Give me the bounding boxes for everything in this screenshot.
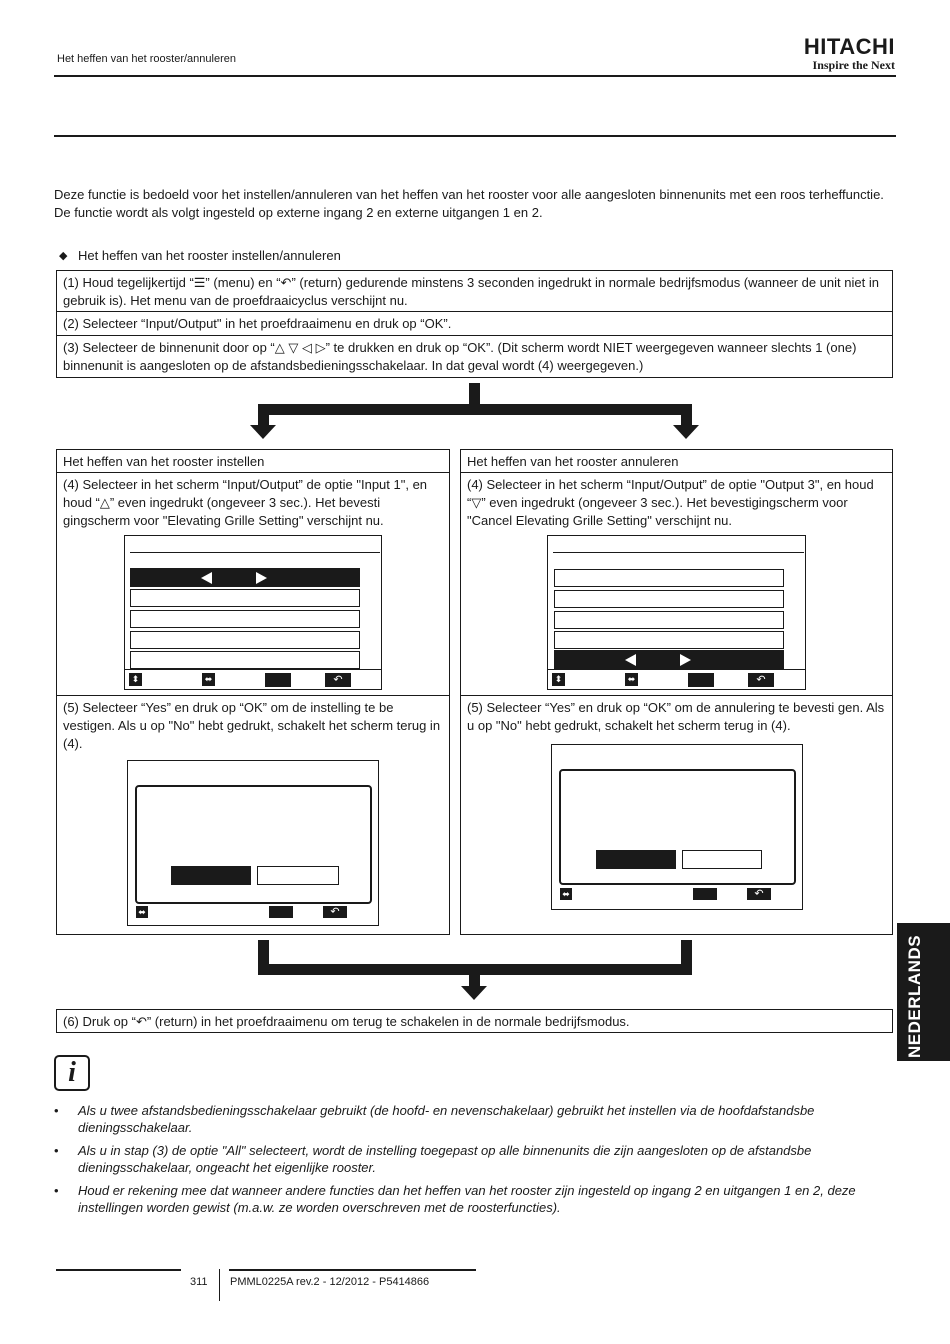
io-row[interactable] bbox=[554, 569, 784, 587]
right-arrow-icon bbox=[256, 572, 267, 584]
io-row[interactable] bbox=[130, 589, 360, 607]
io-row[interactable] bbox=[130, 631, 360, 649]
ok-button[interactable] bbox=[693, 888, 717, 900]
ok-button[interactable] bbox=[688, 673, 714, 687]
header-rule bbox=[54, 75, 896, 77]
io-row[interactable] bbox=[554, 590, 784, 608]
ok-button[interactable] bbox=[265, 673, 291, 687]
no-button[interactable] bbox=[257, 866, 339, 885]
page-number: 311 bbox=[190, 1276, 208, 1288]
return-icon[interactable]: ↶ bbox=[325, 673, 351, 687]
intro-paragraph: Deze functie is bedoeld voor het instellen/annuleren van het heffen van het rooster voor alle aangesloten binnenunits met een roos terheffunctie. De functie wordt als volgt ingesteld op externe ingang 2 en externe uitgangen 1 en 2. bbox=[54, 187, 884, 220]
return-icon[interactable]: ↶ bbox=[747, 888, 771, 900]
left-arrow-icon bbox=[625, 654, 636, 666]
leftright-icon: ⬌ bbox=[625, 673, 638, 686]
step-3-box bbox=[56, 335, 893, 378]
ok-button[interactable] bbox=[269, 906, 293, 918]
return-icon[interactable]: ↶ bbox=[323, 906, 347, 918]
note-text: Als u in stap (3) de optie "All" selecteert, wordt de instelling toegepast op alle binnenunits die zijn aangesloten op de afstandsbe dieningsschakelaar, ongeacht het eigenlijke rooster. bbox=[78, 1143, 812, 1175]
step-3-text: (3) Selecteer de binnenunit door op “△ ▽ ◁ ▷” te drukken en druk op “OK”. (Dit scherm wordt NIET weergegeven wanneer slechts 1 (one) binnenunit is aangesloten op de afstandsbedieningsschakelaar. In dat geval wordt (4) weergegeven.) bbox=[63, 340, 857, 373]
return-icon[interactable]: ↶ bbox=[748, 673, 774, 687]
updown-icon: ⬍ bbox=[552, 673, 565, 686]
yes-button[interactable] bbox=[596, 850, 676, 869]
notes-list bbox=[54, 1102, 896, 1222]
procedure-heading bbox=[59, 248, 341, 263]
note-text: Als u twee afstandsbedieningsschakelaar gebruikt (de hoofd- en nevenschakelaar) gebruikt het instellen via de hoofdafstandsbe dieningsschakelaar. bbox=[78, 1103, 815, 1135]
confirm-dialog bbox=[559, 769, 796, 885]
io-row[interactable] bbox=[130, 651, 360, 669]
io-row[interactable] bbox=[130, 610, 360, 628]
updown-icon: ⬍ bbox=[129, 673, 142, 686]
left-title-box bbox=[56, 449, 450, 473]
step-1-text: (1) Houd tegelijkertijd “☰” (menu) en “↶” (return) gedurende minstens 3 seconden ingedrukt in normale bedrijfsmodus (wanneer de unit niet in gebruik is). Het menu van de proefdraaicyclus verschijnt nu. bbox=[63, 275, 879, 308]
footer-rule-left bbox=[56, 1269, 181, 1271]
right-title-box bbox=[460, 449, 893, 473]
bullet: • bbox=[54, 1143, 59, 1158]
list-item bbox=[54, 1182, 896, 1216]
right-title: Het heffen van het rooster annuleren bbox=[467, 454, 679, 469]
step-2-box bbox=[56, 311, 893, 336]
info-glyph: i bbox=[68, 1057, 76, 1088]
output-3-row[interactable] bbox=[554, 650, 784, 669]
right-step-5-text: (5) Selecteer “Yes” en druk op “OK” om de annulering te bevesti gen. Als u op "No" hebt gedrukt, schakelt het scherm terug in (4). bbox=[467, 700, 885, 733]
section-title: Het heffen van het rooster/annuleren bbox=[57, 53, 236, 65]
io-row[interactable] bbox=[554, 631, 784, 649]
right-confirm-screen bbox=[551, 744, 803, 910]
left-step-4-text: (4) Selecteer in het scherm “Input/Output” de optie "Input 1", en houd “△” even ingedrukt (ongeveer 3 sec.). Het bevesti gingscherm voor "Elevating Grille Setting" verschijnt nu. bbox=[63, 477, 428, 528]
right-step-4-text: (4) Selecteer in het scherm “Input/Output” de optie "Output 3", en houd “▽” even ingedrukt (ongeveer 3 sec.). Het bevestigingscherm voor "Cancel Elevating Grille Setting" verschijnt nu. bbox=[467, 477, 874, 528]
step-6-box bbox=[56, 1009, 893, 1033]
leftright-icon: ⬌ bbox=[136, 906, 148, 918]
note-text: Houd er rekening mee dat wanneer andere functies dan het heffen van het rooster zijn ingesteld op ingang 2 en uitgangen 1 en 2, deze instellingen worden gewist (m.a.w. ze worden overschreven met de roosterfuncties). bbox=[78, 1183, 856, 1215]
brand-name: HITACHI bbox=[803, 34, 895, 59]
procedure-heading-text: Het heffen van het rooster instellen/annuleren bbox=[78, 248, 341, 263]
step-6-text: (6) Druk op “↶” (return) in het proefdraaimenu om terug te schakelen in de normale bedrijfsmodus. bbox=[63, 1014, 630, 1029]
io-row[interactable] bbox=[554, 611, 784, 629]
right-io-screen bbox=[547, 535, 806, 690]
left-io-screen bbox=[124, 535, 382, 690]
footer-divider bbox=[219, 1269, 220, 1301]
yes-button[interactable] bbox=[171, 866, 251, 885]
list-item bbox=[54, 1102, 896, 1136]
left-title: Het heffen van het rooster instellen bbox=[63, 454, 265, 469]
language-tab-label: NEDERLANDS bbox=[905, 934, 924, 1058]
leftright-icon: ⬌ bbox=[202, 673, 215, 686]
input-1-row[interactable] bbox=[130, 568, 360, 587]
brand-tagline: Inspire the Next bbox=[812, 58, 895, 72]
left-arrow-icon bbox=[201, 572, 212, 584]
right-arrow-icon bbox=[680, 654, 691, 666]
left-confirm-screen bbox=[127, 760, 379, 926]
brand-logo bbox=[780, 36, 895, 72]
confirm-dialog bbox=[135, 785, 372, 904]
bullet: • bbox=[54, 1103, 59, 1118]
step-1-box bbox=[56, 270, 893, 312]
list-item bbox=[54, 1142, 896, 1176]
bullet: • bbox=[54, 1183, 59, 1198]
footer-rule-right bbox=[229, 1269, 476, 1271]
step-2-text: (2) Selecteer “Input/Output" in het proefdraaimenu en druk op “OK”. bbox=[63, 316, 452, 331]
diamond-bullet-icon: ◆ bbox=[59, 250, 68, 262]
left-step-5-text: (5) Selecteer “Yes” en druk op “OK” om de instelling te be vestigen. Als u op "No" hebt gedrukt, schakelt het scherm terug in (4). bbox=[63, 700, 441, 751]
leftright-icon: ⬌ bbox=[560, 888, 572, 900]
title-rule bbox=[54, 135, 896, 137]
no-button[interactable] bbox=[682, 850, 762, 869]
doc-reference: PMML0225A rev.2 - 12/2012 - P5414866 bbox=[230, 1276, 430, 1288]
